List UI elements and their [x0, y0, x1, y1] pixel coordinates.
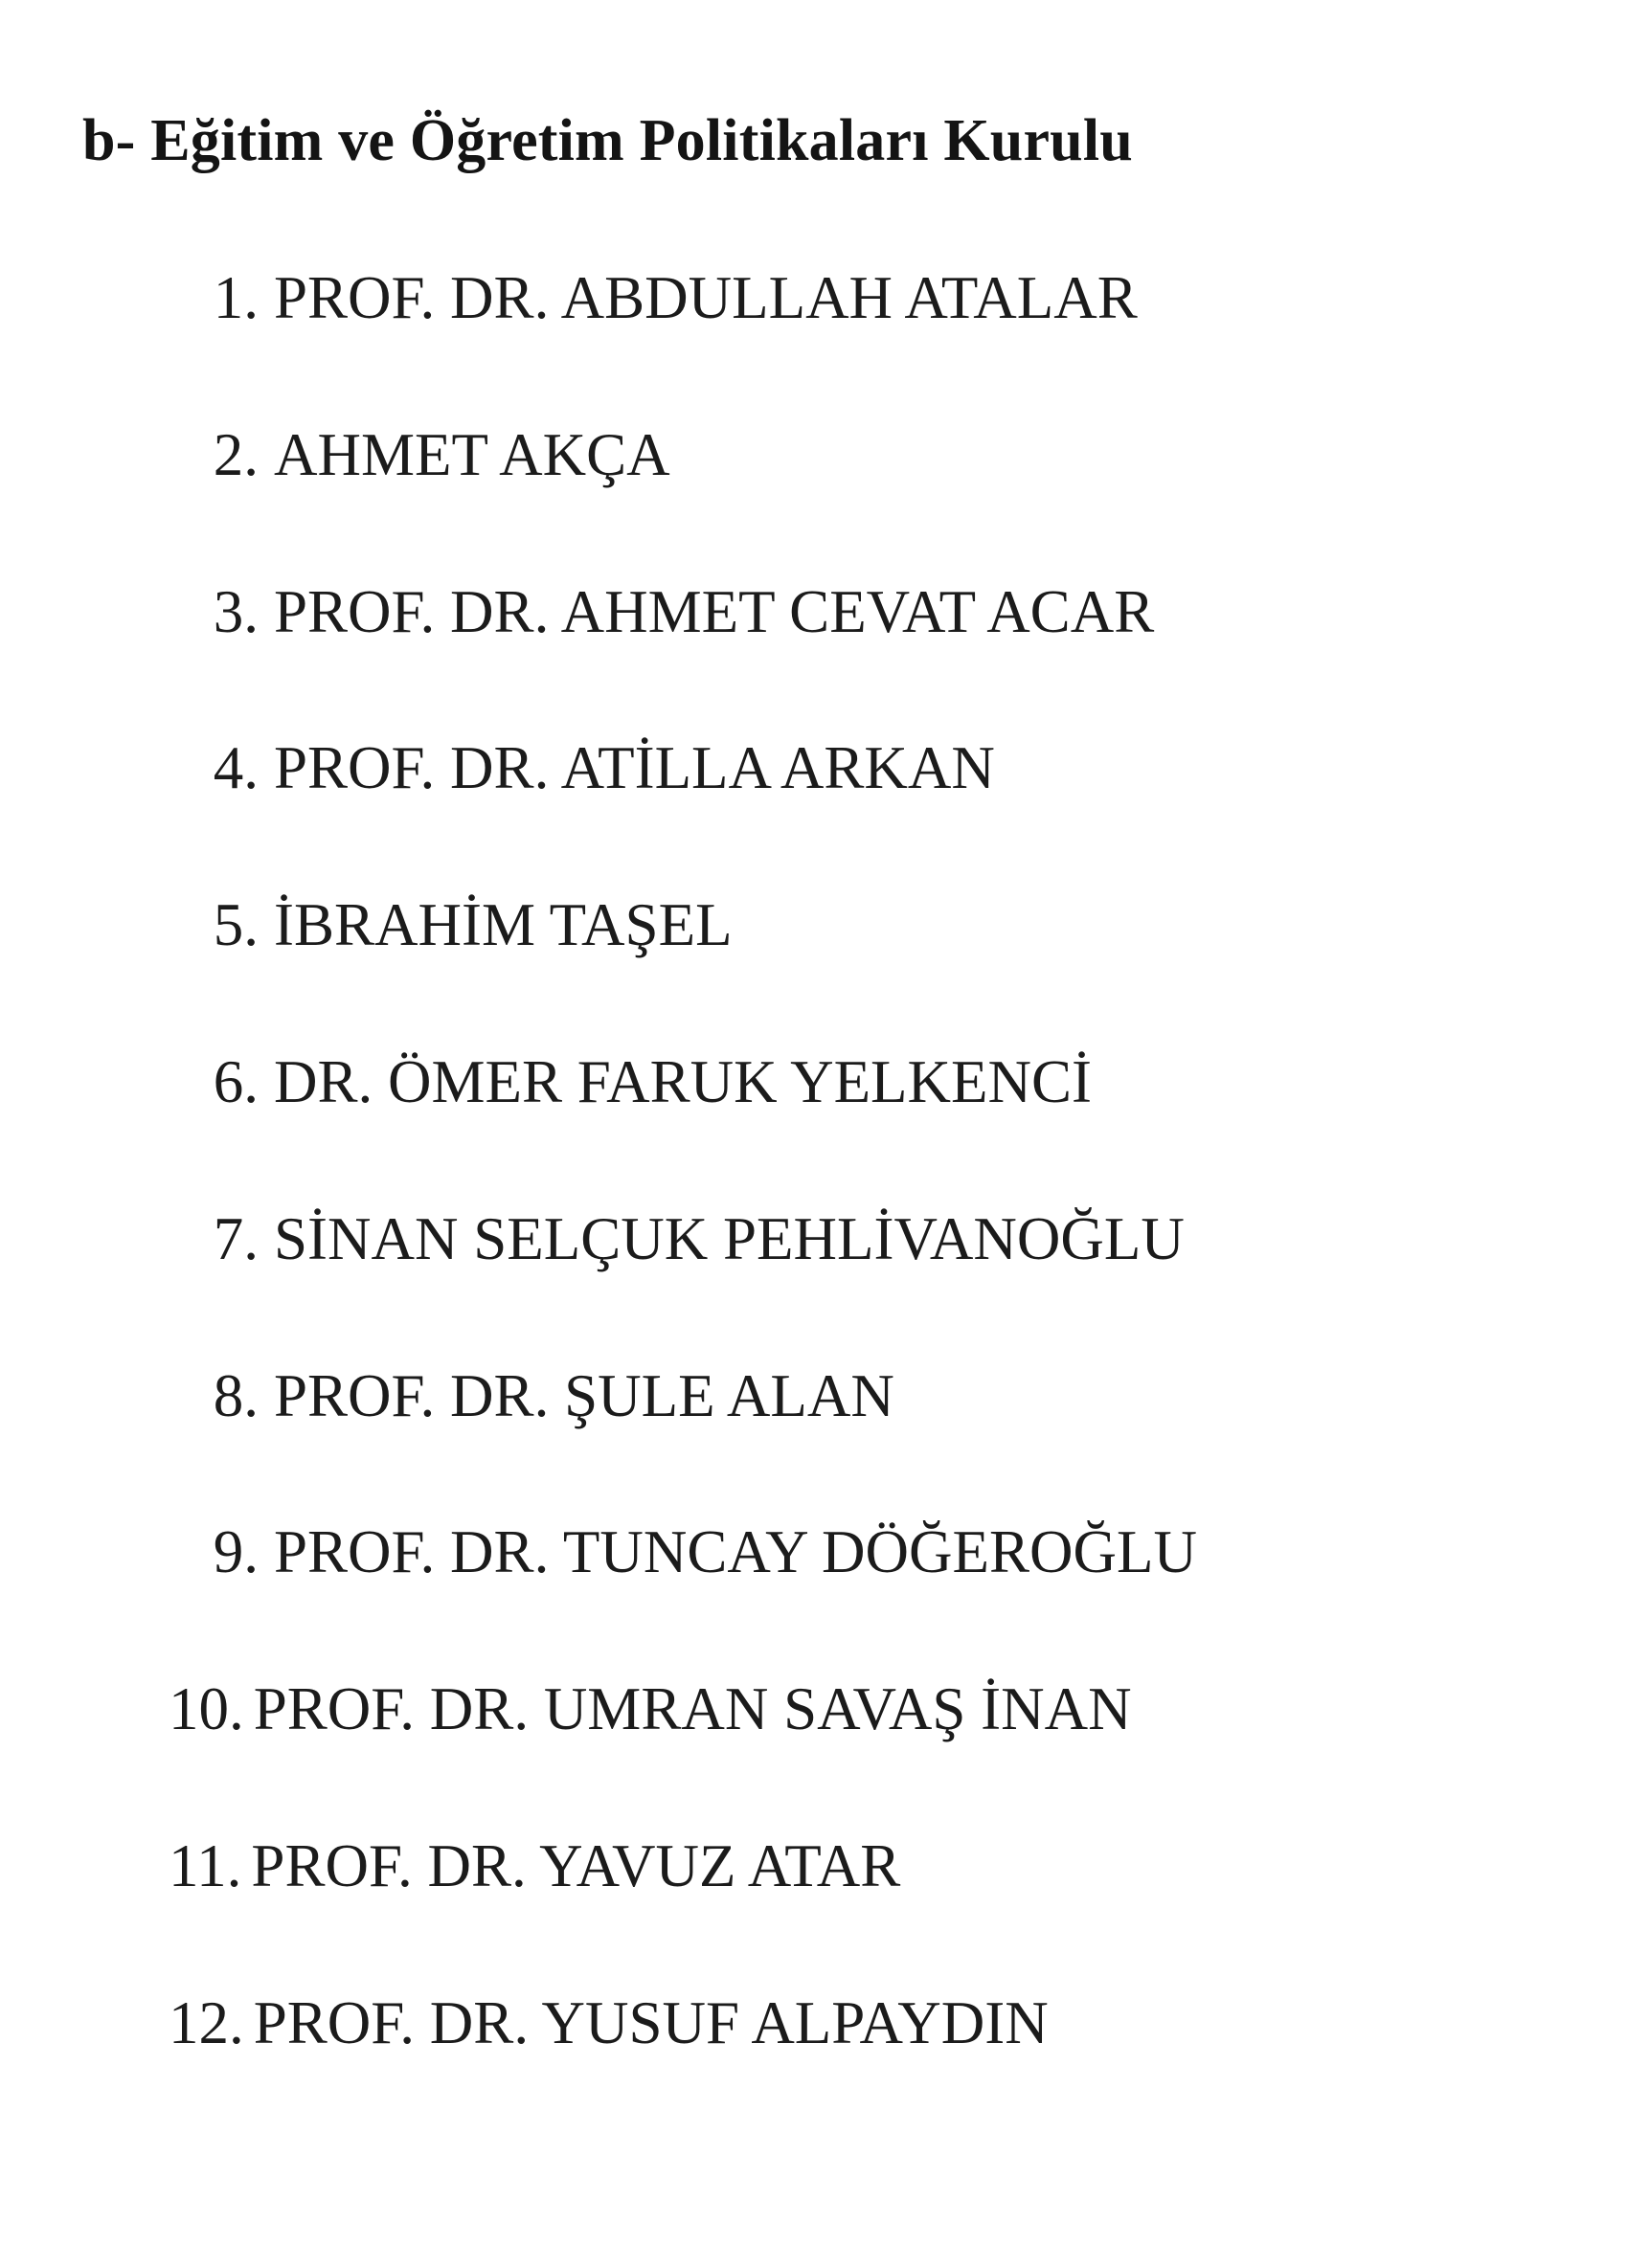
list-item-number: 12.: [169, 1988, 244, 2056]
list-item-name: PROF. DR. TUNCAY DÖĞEROĞLU: [274, 1518, 1198, 1586]
list-item: [169, 1831, 1197, 1988]
list-item-name: PROF. DR. YUSUF ALPAYDIN: [253, 1988, 1049, 2056]
list-item-name: AHMET AKÇA: [274, 420, 670, 488]
list-item: [169, 733, 1197, 890]
list-item-number: 7.: [213, 1204, 259, 1272]
section-heading: b- Eğitim ve Öğretim Politikaları Kurulu: [82, 108, 1133, 173]
list-item-number: 10.: [169, 1675, 244, 1743]
list-item-number: 6.: [213, 1047, 259, 1115]
list-item-name: PROF. DR. YAVUZ ATAR: [251, 1831, 901, 1899]
list-item-name: SİNAN SELÇUK PEHLİVANOĞLU: [274, 1204, 1185, 1272]
list-item-name: DR. ÖMER FARUK YELKENCİ: [274, 1047, 1093, 1115]
list-item-name: PROF. DR. ŞULE ALAN: [274, 1361, 894, 1429]
list-item-name: PROF. DR. ABDULLAH ATALAR: [274, 264, 1138, 331]
list-item-number: 8.: [213, 1361, 259, 1429]
list-item-number: 3.: [213, 577, 259, 645]
list-item: [169, 577, 1197, 734]
list-item: [169, 1674, 1197, 1831]
list-item: [169, 420, 1197, 577]
list-item-number: 9.: [213, 1518, 259, 1586]
list-item: [169, 1988, 1197, 2145]
list-item-name: PROF. DR. UMRAN SAVAŞ İNAN: [253, 1675, 1132, 1743]
member-list: [169, 263, 1197, 2145]
list-item: [169, 1361, 1197, 1518]
list-item: [169, 1204, 1197, 1361]
list-item: [169, 263, 1197, 420]
list-item: [169, 1517, 1197, 1674]
list-item-number: 1.: [213, 264, 259, 331]
list-item-name: İBRAHİM TAŞEL: [274, 891, 733, 959]
list-item-number: 4.: [213, 734, 259, 802]
list-item-name: PROF. DR. ATİLLA ARKAN: [274, 734, 995, 802]
list-item-name: PROF. DR. AHMET CEVAT ACAR: [274, 577, 1155, 645]
list-item: [169, 1047, 1197, 1204]
list-item: [169, 890, 1197, 1047]
list-item-number: 5.: [213, 891, 259, 959]
list-item-number: 2.: [213, 420, 259, 488]
list-item-number: 11.: [169, 1831, 242, 1899]
